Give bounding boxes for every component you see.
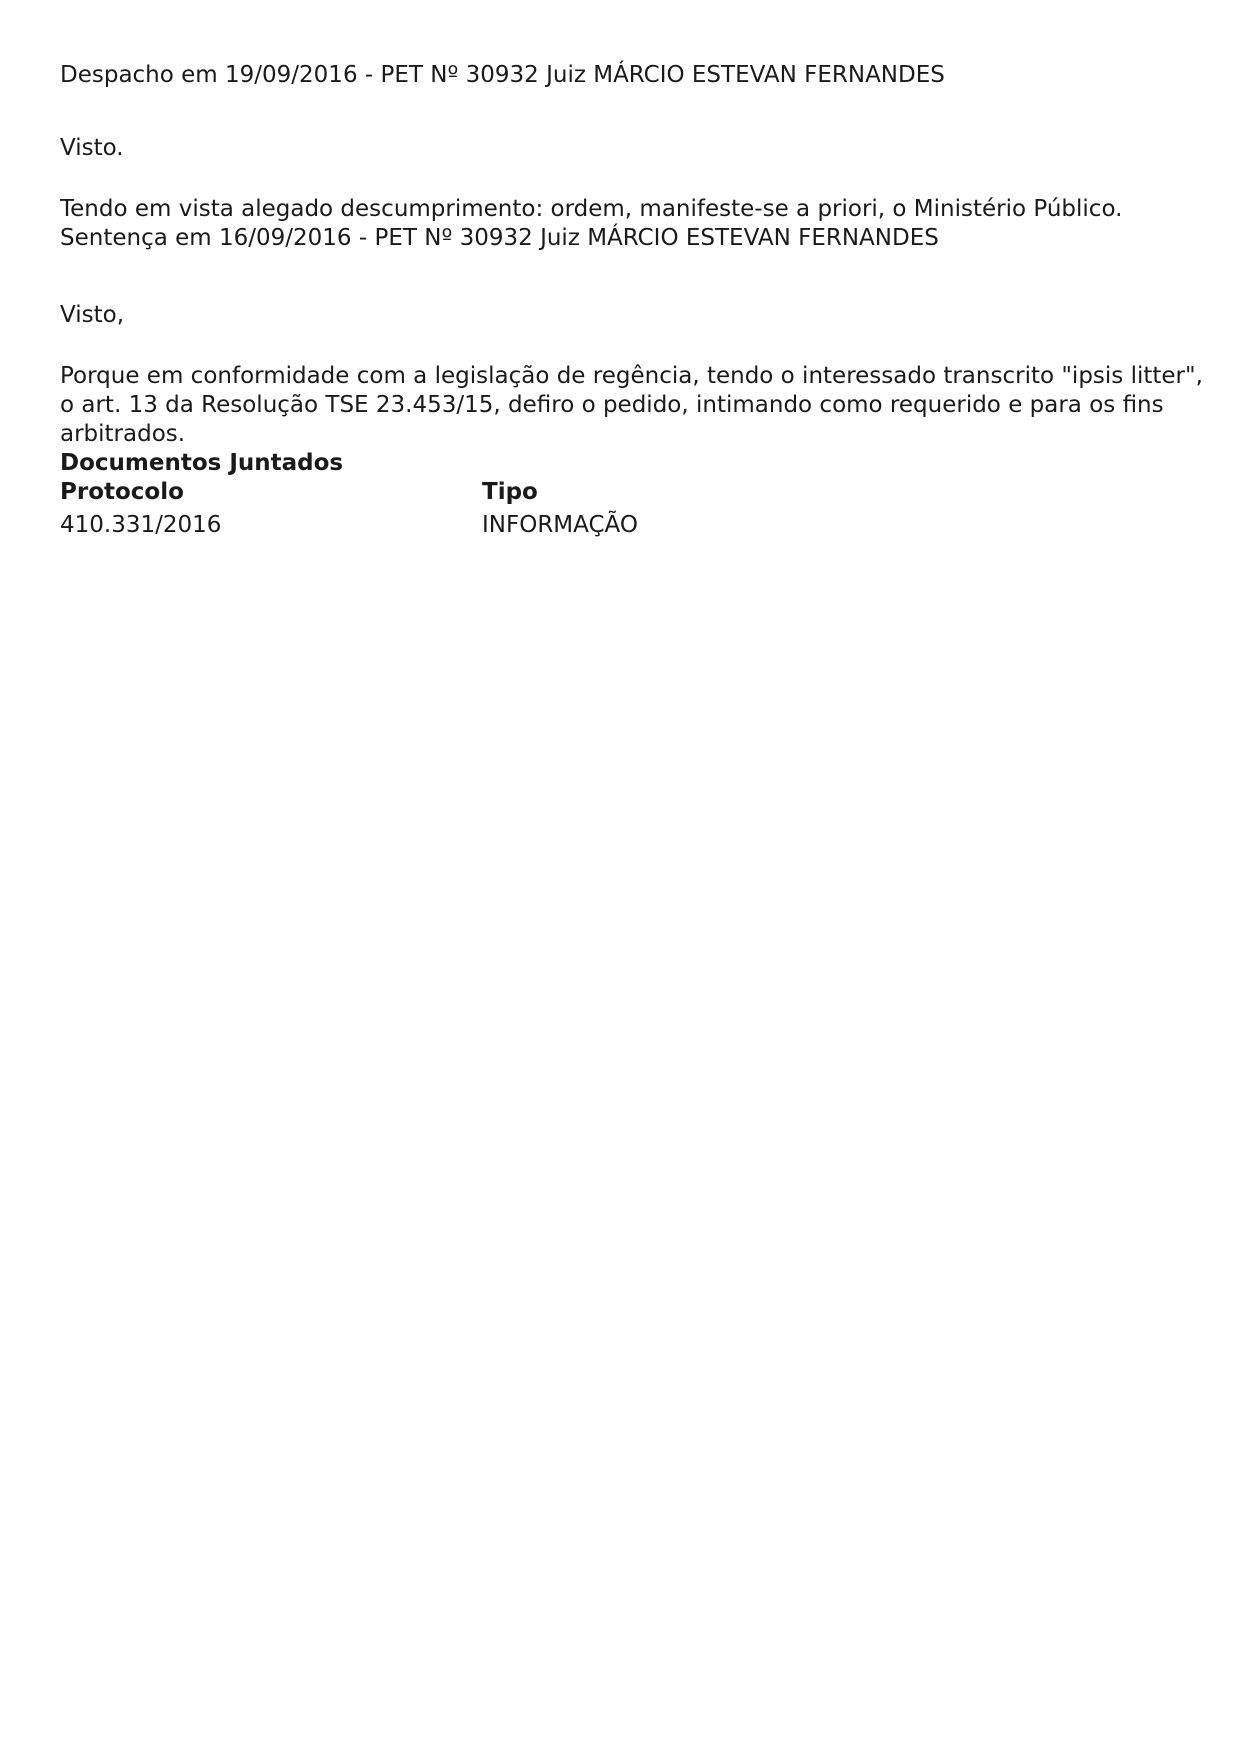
document-page — [60, 61, 1203, 541]
sentenca-header: Sentença em 16/09/2016 - PET Nº 30932 Juiz MÁRCIO ESTEVAN FERNANDES — [60, 225, 939, 251]
column-header-tipo: Tipo — [482, 479, 538, 505]
documentos-section — [60, 449, 1190, 541]
despacho-text: Tendo em vista alegado descumprimento: ordem, manifeste-se a priori, o Ministério Público. — [60, 196, 1123, 222]
cell-protocolo: 410.331/2016 — [60, 512, 222, 538]
column-header-protocolo: Protocolo — [60, 479, 184, 505]
sentenca-text-line-2: o art. 13 da Resolução TSE 23.453/15, defiro o pedido, intimando como requerido e para os fins — [60, 392, 1164, 418]
despacho-visto: Visto. — [60, 135, 124, 161]
sentenca-text-line-1: Porque em conformidade com a legislação de regência, tendo o interessado transcrito "ipsis litter", — [60, 363, 1203, 389]
sentenca-visto: Visto, — [60, 302, 125, 328]
sentenca-text-line-3: arbitrados. — [60, 421, 186, 447]
cell-tipo: INFORMAÇÃO — [482, 512, 638, 538]
sentenca-text — [60, 362, 1203, 449]
table-row — [60, 511, 1190, 541]
documentos-title: Documentos Juntados — [60, 450, 344, 476]
documentos-table-header — [60, 478, 1190, 508]
despacho-header: Despacho em 19/09/2016 - PET Nº 30932 Juiz MÁRCIO ESTEVAN FERNANDES — [60, 62, 945, 88]
